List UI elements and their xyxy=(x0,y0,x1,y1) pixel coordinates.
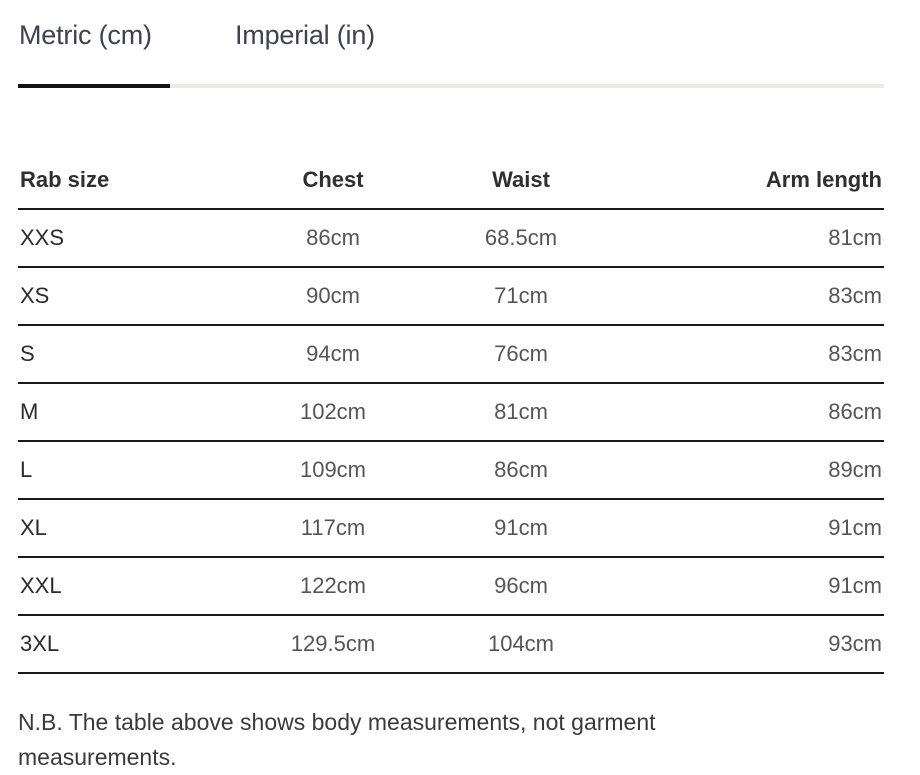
cell-arm-length: 91cm xyxy=(612,499,884,557)
cell-waist: 76cm xyxy=(430,325,612,383)
cell-arm-length: 89cm xyxy=(612,441,884,499)
table-row xyxy=(18,441,884,499)
cell-size: XXL xyxy=(18,557,236,615)
unit-tabs xyxy=(18,0,884,90)
cell-arm-length: 86cm xyxy=(612,383,884,441)
cell-waist: 86cm xyxy=(430,441,612,499)
cell-size: XS xyxy=(18,267,236,325)
measurement-note: N.B. The table above shows body measurements, not garment measurements. xyxy=(18,709,656,770)
active-tab-indicator xyxy=(18,84,170,88)
table-row xyxy=(18,209,884,267)
cell-chest: 94cm xyxy=(236,325,430,383)
cell-arm-length: 93cm xyxy=(612,615,884,673)
header-rab-size: Rab size xyxy=(18,152,236,209)
cell-arm-length: 83cm xyxy=(612,267,884,325)
table-row xyxy=(18,499,884,557)
table-row xyxy=(18,615,884,673)
cell-waist: 68.5cm xyxy=(430,209,612,267)
table-row xyxy=(18,325,884,383)
cell-chest: 90cm xyxy=(236,267,430,325)
cell-arm-length: 83cm xyxy=(612,325,884,383)
cell-chest: 109cm xyxy=(236,441,430,499)
table-body xyxy=(18,209,884,673)
cell-chest: 102cm xyxy=(236,383,430,441)
cell-size: 3XL xyxy=(18,615,236,673)
cell-waist: 96cm xyxy=(430,557,612,615)
header-arm-length: Arm length xyxy=(612,152,884,209)
cell-waist: 91cm xyxy=(430,499,612,557)
cell-chest: 129.5cm xyxy=(236,615,430,673)
cell-size: XL xyxy=(18,499,236,557)
table-row xyxy=(18,383,884,441)
header-chest: Chest xyxy=(236,152,430,209)
table-header-row xyxy=(18,152,884,209)
cell-chest: 86cm xyxy=(236,209,430,267)
cell-waist: 104cm xyxy=(430,615,612,673)
cell-size: M xyxy=(18,383,236,441)
cell-arm-length: 91cm xyxy=(612,557,884,615)
table-row xyxy=(18,557,884,615)
cell-waist: 71cm xyxy=(430,267,612,325)
table-row xyxy=(18,267,884,325)
cell-size: S xyxy=(18,325,236,383)
size-chart-table xyxy=(18,152,884,674)
header-waist: Waist xyxy=(430,152,612,209)
cell-chest: 122cm xyxy=(236,557,430,615)
tab-imperial[interactable]: Imperial (in) xyxy=(235,20,375,50)
cell-arm-length: 81cm xyxy=(612,209,884,267)
cell-chest: 117cm xyxy=(236,499,430,557)
cell-waist: 81cm xyxy=(430,383,612,441)
cell-size: XXS xyxy=(18,209,236,267)
tab-metric[interactable]: Metric (cm) xyxy=(19,20,152,50)
cell-size: L xyxy=(18,441,236,499)
